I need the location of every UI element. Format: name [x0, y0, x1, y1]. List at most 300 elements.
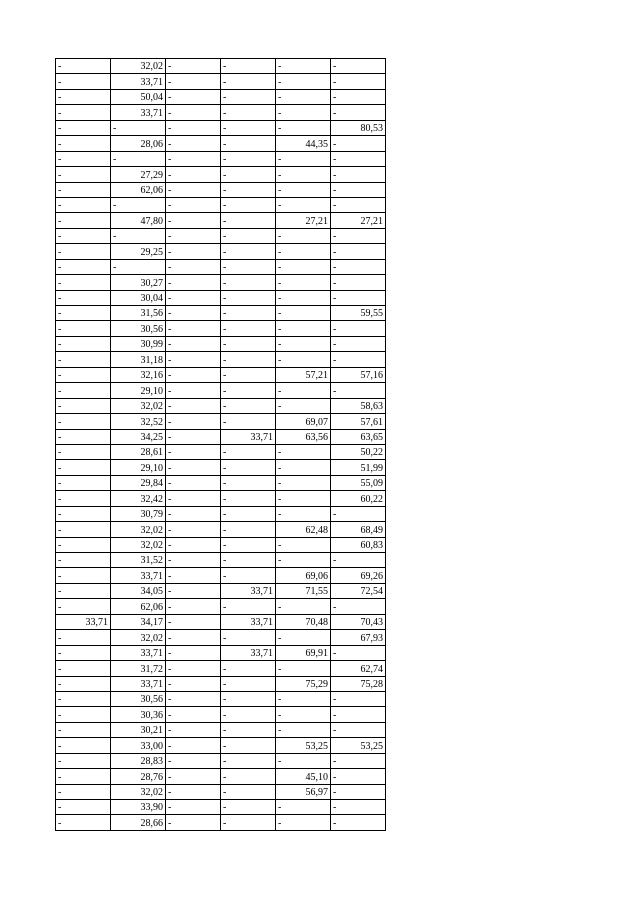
table-cell: 70,48	[276, 614, 331, 629]
table-cell: 34,17	[111, 614, 166, 629]
table-cell: 62,48	[276, 522, 331, 537]
table-cell: -	[221, 74, 276, 89]
table-row	[56, 213, 386, 228]
table-cell: -	[221, 691, 276, 706]
table-cell: -	[166, 367, 221, 382]
table-cell: -	[56, 630, 111, 645]
table-cell: -	[166, 275, 221, 290]
table-cell: -	[56, 800, 111, 815]
table-cell: -	[276, 444, 331, 459]
table-cell: -	[166, 460, 221, 475]
table-cell: 29,25	[111, 244, 166, 259]
table-cell: -	[56, 290, 111, 305]
table-row	[56, 815, 386, 830]
table-cell: 28,61	[111, 444, 166, 459]
table-cell: -	[56, 244, 111, 259]
table-cell: -	[276, 321, 331, 336]
table-cell: -	[166, 722, 221, 737]
table-cell: -	[56, 691, 111, 706]
table-cell: -	[166, 553, 221, 568]
table-cell: -	[166, 568, 221, 583]
table-cell: -	[166, 691, 221, 706]
table-row	[56, 614, 386, 629]
table-cell: 62,06	[111, 599, 166, 614]
table-cell: -	[166, 244, 221, 259]
table-row	[56, 383, 386, 398]
table-row	[56, 151, 386, 166]
table-cell: -	[166, 444, 221, 459]
table-cell: 33,71	[221, 429, 276, 444]
table-cell: 44,35	[276, 136, 331, 151]
table-cell: 29,10	[111, 460, 166, 475]
table-cell: -	[56, 197, 111, 212]
table-cell: 31,56	[111, 306, 166, 321]
table-cell: -	[166, 383, 221, 398]
table-cell: 55,09	[331, 475, 386, 490]
table-cell: -	[111, 120, 166, 135]
table-cell: 56,97	[276, 784, 331, 799]
table-cell: -	[166, 213, 221, 228]
table-row	[56, 259, 386, 274]
table-row	[56, 784, 386, 799]
table-row	[56, 800, 386, 815]
table-cell: -	[56, 228, 111, 243]
table-cell: 62,06	[111, 182, 166, 197]
table-row	[56, 491, 386, 506]
table-cell: -	[276, 74, 331, 89]
table-row	[56, 738, 386, 753]
table-cell: -	[276, 800, 331, 815]
table-cell: 32,02	[111, 630, 166, 645]
table-cell: 33,71	[221, 583, 276, 598]
table-cell: -	[166, 815, 221, 830]
table-row	[56, 105, 386, 120]
table-cell: 31,52	[111, 553, 166, 568]
table-cell: -	[166, 352, 221, 367]
table-cell: -	[221, 167, 276, 182]
table-cell: -	[56, 259, 111, 274]
table-cell: 75,29	[276, 676, 331, 691]
table-cell: -	[221, 182, 276, 197]
table-cell: -	[56, 275, 111, 290]
table-cell: -	[331, 352, 386, 367]
table-cell: -	[221, 367, 276, 382]
table-cell: -	[56, 583, 111, 598]
table-cell: 32,02	[111, 398, 166, 413]
table-cell: -	[166, 89, 221, 104]
table-cell: -	[276, 259, 331, 274]
table-cell: -	[331, 89, 386, 104]
table-cell: -	[276, 553, 331, 568]
table-cell: 70,43	[331, 614, 386, 629]
table-cell: -	[56, 429, 111, 444]
table-cell: -	[276, 197, 331, 212]
table-cell: 29,10	[111, 383, 166, 398]
table-row	[56, 769, 386, 784]
table-cell: 33,71	[111, 74, 166, 89]
table-cell: -	[56, 553, 111, 568]
table-cell: -	[221, 290, 276, 305]
table-row	[56, 336, 386, 351]
table-cell: 33,71	[111, 105, 166, 120]
table-row	[56, 691, 386, 706]
table-cell: -	[166, 321, 221, 336]
table-cell: -	[221, 352, 276, 367]
table-cell: 69,91	[276, 645, 331, 660]
table-cell: -	[111, 197, 166, 212]
table-cell: -	[221, 259, 276, 274]
table-cell: 30,99	[111, 336, 166, 351]
table-cell: -	[331, 506, 386, 521]
table-row	[56, 414, 386, 429]
table-row	[56, 707, 386, 722]
table-cell: 27,21	[276, 213, 331, 228]
table-cell: 33,71	[111, 676, 166, 691]
table-cell: -	[331, 645, 386, 660]
table-cell: 28,83	[111, 753, 166, 768]
table-cell: -	[276, 336, 331, 351]
table-cell: -	[56, 460, 111, 475]
table-cell: -	[331, 74, 386, 89]
table-cell: -	[221, 553, 276, 568]
table-row	[56, 553, 386, 568]
table-cell: 72,54	[331, 583, 386, 598]
table-cell: -	[56, 491, 111, 506]
table-row	[56, 753, 386, 768]
table-cell: -	[221, 630, 276, 645]
table-cell: -	[276, 151, 331, 166]
table-row	[56, 59, 386, 74]
table-cell: -	[166, 738, 221, 753]
table-cell: -	[331, 553, 386, 568]
table-cell: -	[221, 383, 276, 398]
table-row	[56, 290, 386, 305]
table-cell: -	[166, 784, 221, 799]
table-cell: -	[221, 244, 276, 259]
table-cell: -	[166, 506, 221, 521]
table-cell: -	[56, 753, 111, 768]
table-cell: -	[221, 537, 276, 552]
table-cell: -	[221, 444, 276, 459]
table-cell: 33,00	[111, 738, 166, 753]
table-cell: 27,21	[331, 213, 386, 228]
table-cell: -	[56, 182, 111, 197]
table-cell: 32,52	[111, 414, 166, 429]
table-cell: -	[56, 784, 111, 799]
table-cell: -	[56, 151, 111, 166]
table-cell: -	[111, 259, 166, 274]
table-row	[56, 522, 386, 537]
table-cell: -	[276, 753, 331, 768]
table-cell: -	[56, 398, 111, 413]
table-cell: -	[276, 244, 331, 259]
table-cell: -	[276, 475, 331, 490]
table-cell: -	[56, 120, 111, 135]
table-cell: -	[221, 738, 276, 753]
table-cell: -	[166, 661, 221, 676]
table-cell: -	[56, 645, 111, 660]
table-cell: -	[276, 352, 331, 367]
table-cell: -	[166, 136, 221, 151]
table-cell: -	[276, 59, 331, 74]
table-cell: -	[276, 630, 331, 645]
table-cell: -	[221, 120, 276, 135]
table-cell: -	[276, 506, 331, 521]
table-cell: 80,53	[331, 120, 386, 135]
table-cell: -	[166, 753, 221, 768]
table-cell: -	[331, 290, 386, 305]
table-cell: 33,90	[111, 800, 166, 815]
table-row	[56, 275, 386, 290]
table-cell: -	[56, 105, 111, 120]
table-cell: -	[221, 722, 276, 737]
table-row	[56, 120, 386, 135]
table-cell: -	[56, 59, 111, 74]
table-cell: -	[166, 630, 221, 645]
table-cell: -	[221, 676, 276, 691]
table-cell: -	[56, 213, 111, 228]
data-table	[55, 58, 386, 831]
table-cell: -	[221, 398, 276, 413]
table-cell: 34,25	[111, 429, 166, 444]
table-cell: -	[221, 460, 276, 475]
table-cell: 63,56	[276, 429, 331, 444]
table-cell: 30,36	[111, 707, 166, 722]
table-cell: 68,49	[331, 522, 386, 537]
table-cell: -	[221, 599, 276, 614]
table-cell: 69,07	[276, 414, 331, 429]
table-cell: -	[276, 383, 331, 398]
table-cell: -	[56, 661, 111, 676]
table-cell: -	[56, 537, 111, 552]
table-cell: 33,71	[221, 614, 276, 629]
table-cell: 30,27	[111, 275, 166, 290]
table-row	[56, 367, 386, 382]
table-cell: 32,02	[111, 59, 166, 74]
table-cell: 47,80	[111, 213, 166, 228]
table-cell: -	[331, 784, 386, 799]
table-cell: 33,71	[56, 614, 111, 629]
table-cell: 32,42	[111, 491, 166, 506]
table-cell: 33,71	[111, 568, 166, 583]
table-cell: -	[221, 568, 276, 583]
table-cell: -	[276, 228, 331, 243]
table-cell: -	[331, 800, 386, 815]
table-cell: -	[166, 259, 221, 274]
table-row	[56, 136, 386, 151]
table-cell: 59,55	[331, 306, 386, 321]
table-cell: -	[56, 367, 111, 382]
table-cell: -	[56, 383, 111, 398]
table-cell: -	[166, 676, 221, 691]
table-cell: -	[221, 506, 276, 521]
table-cell: -	[166, 120, 221, 135]
table-cell: -	[331, 244, 386, 259]
table-cell: -	[166, 290, 221, 305]
table-row	[56, 722, 386, 737]
table-cell: 75,28	[331, 676, 386, 691]
table-cell: -	[166, 769, 221, 784]
table-cell: -	[166, 197, 221, 212]
table-cell: 32,02	[111, 784, 166, 799]
table-cell: -	[276, 275, 331, 290]
table-cell: -	[221, 522, 276, 537]
table-cell: -	[221, 228, 276, 243]
table-row	[56, 244, 386, 259]
table-cell: -	[331, 691, 386, 706]
table-cell: -	[331, 228, 386, 243]
table-cell: 67,93	[331, 630, 386, 645]
table-cell: -	[221, 414, 276, 429]
table-cell: -	[331, 136, 386, 151]
table-cell: -	[331, 151, 386, 166]
table-cell: -	[56, 167, 111, 182]
table-cell: -	[276, 491, 331, 506]
table-cell: -	[331, 336, 386, 351]
table-row	[56, 676, 386, 691]
table-cell: 28,06	[111, 136, 166, 151]
table-cell: -	[56, 74, 111, 89]
table-cell: -	[221, 336, 276, 351]
table-cell: -	[111, 151, 166, 166]
table-cell: -	[331, 59, 386, 74]
table-cell: -	[166, 583, 221, 598]
table-cell: -	[166, 151, 221, 166]
table-cell: -	[166, 228, 221, 243]
table-cell: -	[56, 769, 111, 784]
table-cell: -	[331, 383, 386, 398]
table-cell: 28,76	[111, 769, 166, 784]
table-cell: -	[56, 414, 111, 429]
table-row	[56, 167, 386, 182]
table-cell: -	[166, 167, 221, 182]
table-cell: 62,74	[331, 661, 386, 676]
table-cell: -	[221, 306, 276, 321]
table-row	[56, 460, 386, 475]
table-cell: -	[56, 306, 111, 321]
table-cell: 30,56	[111, 321, 166, 336]
table-cell: 30,79	[111, 506, 166, 521]
table-row	[56, 475, 386, 490]
table-cell: -	[276, 290, 331, 305]
table-cell: -	[331, 707, 386, 722]
table-cell: -	[276, 661, 331, 676]
table-cell: -	[276, 815, 331, 830]
table-row	[56, 630, 386, 645]
table-cell: -	[276, 537, 331, 552]
table-row	[56, 583, 386, 598]
table-cell: -	[56, 475, 111, 490]
table-cell: -	[221, 197, 276, 212]
table-cell: 50,22	[331, 444, 386, 459]
table-cell: -	[331, 275, 386, 290]
table-cell: -	[276, 89, 331, 104]
table-row	[56, 661, 386, 676]
table-row	[56, 537, 386, 552]
table-cell: -	[56, 707, 111, 722]
table-cell: -	[221, 105, 276, 120]
table-cell: -	[221, 321, 276, 336]
table-cell: -	[166, 491, 221, 506]
table-cell: -	[221, 491, 276, 506]
table-row	[56, 398, 386, 413]
table-row	[56, 228, 386, 243]
table-cell: -	[166, 614, 221, 629]
table-cell: -	[166, 475, 221, 490]
table-row	[56, 306, 386, 321]
table-cell: -	[276, 691, 331, 706]
table-cell: -	[166, 59, 221, 74]
table-cell: -	[166, 414, 221, 429]
table-cell: 69,26	[331, 568, 386, 583]
table-cell: -	[221, 59, 276, 74]
table-cell: -	[276, 599, 331, 614]
table-cell: 29,84	[111, 475, 166, 490]
table-cell: -	[276, 167, 331, 182]
table-cell: -	[166, 429, 221, 444]
table-cell: -	[221, 136, 276, 151]
table-row	[56, 321, 386, 336]
table-cell: -	[166, 800, 221, 815]
table-cell: -	[56, 522, 111, 537]
table-cell: -	[331, 815, 386, 830]
table-cell: -	[56, 815, 111, 830]
table-cell: -	[221, 275, 276, 290]
table-row	[56, 645, 386, 660]
table-row	[56, 599, 386, 614]
table-cell: -	[111, 228, 166, 243]
table-cell: 32,02	[111, 522, 166, 537]
table-cell: -	[166, 537, 221, 552]
table-cell: -	[56, 506, 111, 521]
table-cell: 31,72	[111, 661, 166, 676]
table-row	[56, 182, 386, 197]
table-cell: -	[166, 182, 221, 197]
table-cell: -	[56, 444, 111, 459]
table-cell: -	[331, 182, 386, 197]
table-cell: 57,16	[331, 367, 386, 382]
table-row	[56, 506, 386, 521]
table-cell: 27,29	[111, 167, 166, 182]
table-cell: -	[331, 167, 386, 182]
table-cell: -	[166, 398, 221, 413]
table-cell: 32,02	[111, 537, 166, 552]
table-cell: 71,55	[276, 583, 331, 598]
table-cell: 50,04	[111, 89, 166, 104]
table-cell: 31,18	[111, 352, 166, 367]
table-cell: -	[166, 707, 221, 722]
table-cell: 32,16	[111, 367, 166, 382]
table-cell: 69,06	[276, 568, 331, 583]
table-cell: -	[276, 398, 331, 413]
table-cell: 60,22	[331, 491, 386, 506]
table-cell: -	[221, 151, 276, 166]
table-cell: -	[331, 599, 386, 614]
table-cell: -	[331, 722, 386, 737]
table-cell: -	[166, 336, 221, 351]
table-cell: -	[56, 738, 111, 753]
table-cell: -	[166, 306, 221, 321]
table-cell: -	[221, 707, 276, 722]
table-cell: 30,04	[111, 290, 166, 305]
table-cell: 30,21	[111, 722, 166, 737]
table-cell: -	[56, 336, 111, 351]
table-cell: -	[276, 105, 331, 120]
table-cell: -	[221, 784, 276, 799]
table-cell: -	[221, 89, 276, 104]
table-cell: 57,61	[331, 414, 386, 429]
table-cell: -	[56, 568, 111, 583]
